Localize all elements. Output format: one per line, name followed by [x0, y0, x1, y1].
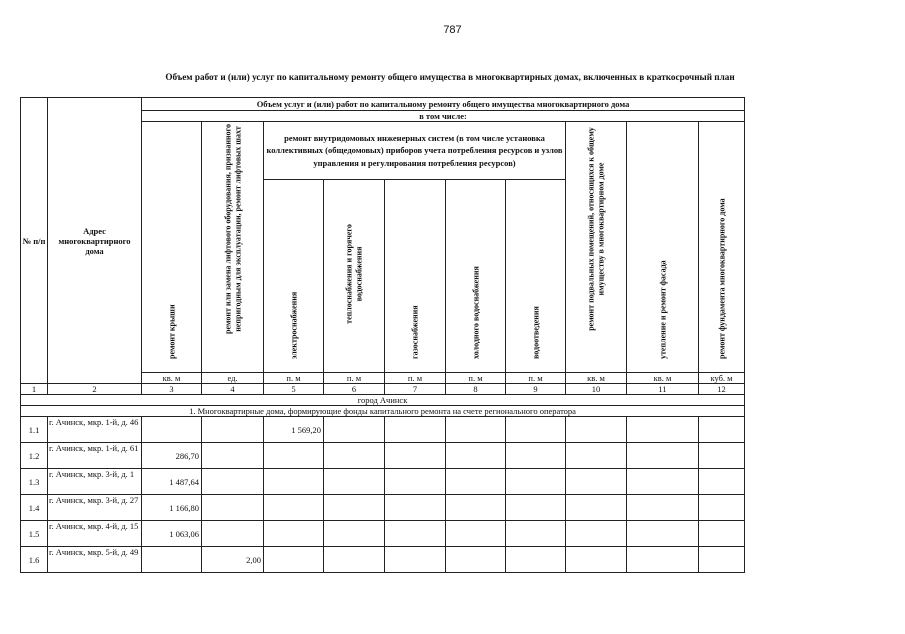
header-address: Адрес многоквартирного дома [48, 98, 142, 384]
empty-cell [566, 495, 627, 521]
header-including: в том числе: [142, 111, 745, 122]
column-number: 6 [324, 384, 385, 395]
row-address: г. Ачинск, мкр. 4-й, д. 15 [48, 521, 142, 547]
empty-cell [699, 417, 745, 443]
empty-cell [627, 521, 699, 547]
row-address: г. Ачинск, мкр. 5-й, д. 49 [48, 547, 142, 573]
unit-cell: п. м [385, 373, 446, 384]
cell-lift [202, 469, 264, 495]
empty-cell [506, 547, 566, 573]
cell-electric [264, 469, 324, 495]
cell-roof: 1 063,06 [142, 521, 202, 547]
cell-lift [202, 417, 264, 443]
empty-cell [446, 547, 506, 573]
empty-cell [506, 417, 566, 443]
unit-cell: куб. м [699, 373, 745, 384]
empty-cell [699, 547, 745, 573]
unit-cell: кв. м [566, 373, 627, 384]
table-row [21, 521, 745, 547]
header-sewer-text: водоотведения [530, 305, 540, 359]
empty-cell [446, 443, 506, 469]
empty-cell [627, 417, 699, 443]
column-number: 8 [446, 384, 506, 395]
table-row [21, 547, 745, 573]
header-gas [385, 180, 446, 373]
header-foundation [699, 122, 745, 373]
column-number: 7 [385, 384, 446, 395]
empty-cell [699, 521, 745, 547]
empty-cell [699, 469, 745, 495]
column-number: 3 [142, 384, 202, 395]
column-number: 9 [506, 384, 566, 395]
empty-cell [385, 417, 446, 443]
unit-cell: п. м [324, 373, 385, 384]
empty-cell [566, 547, 627, 573]
row-address: г. Ачинск, мкр. 3-й, д. 1 [48, 469, 142, 495]
header-electric-text: электроснабжения [288, 291, 298, 359]
cell-electric [264, 547, 324, 573]
empty-cell [506, 521, 566, 547]
empty-cell [385, 443, 446, 469]
header-heat [324, 180, 385, 373]
header-roof [142, 122, 202, 373]
header-heat-text: теплоснабжения и горячего водоснабжения [344, 224, 363, 324]
table-row [21, 495, 745, 521]
cell-electric [264, 443, 324, 469]
city-row: город Ачинск [21, 395, 745, 406]
header-main: Объем услуг и (или) работ по капитальному ремонту общего имущества многоквартирного дома [142, 98, 745, 111]
cell-electric [264, 521, 324, 547]
header-basement [566, 122, 627, 373]
unit-cell: п. м [446, 373, 506, 384]
row-address: г. Ачинск, мкр. 3-й, д. 27 [48, 495, 142, 521]
empty-cell [566, 443, 627, 469]
header-cold-water [446, 180, 506, 373]
page-number: 787 [443, 24, 462, 36]
unit-cell: ед. [202, 373, 264, 384]
empty-cell [566, 417, 627, 443]
empty-cell [506, 443, 566, 469]
header-lift [202, 122, 264, 373]
empty-cell [324, 443, 385, 469]
empty-cell [324, 521, 385, 547]
table-row [21, 443, 745, 469]
empty-cell [324, 547, 385, 573]
cell-lift [202, 443, 264, 469]
table-row [21, 469, 745, 495]
unit-cell: кв. м [142, 373, 202, 384]
column-number: 2 [48, 384, 142, 395]
header-electric [264, 180, 324, 373]
empty-cell [324, 469, 385, 495]
empty-cell [385, 469, 446, 495]
header-foundation-text: ремонт фундамента многоквартирного дома [716, 197, 726, 359]
header-lift-text: ремонт или замена лифтового оборудования, признанного непригодным для эксплуатации, ремонт лифтовых шахт [223, 124, 242, 334]
works-table [20, 97, 745, 573]
cell-lift: 2,00 [202, 547, 264, 573]
cell-roof [142, 547, 202, 573]
cell-electric: 1 569,20 [264, 417, 324, 443]
row-number: 1.3 [21, 469, 48, 495]
empty-cell [506, 495, 566, 521]
header-basement-text: ремонт подвальных помещений, относящихся к общему имуществу в многоквартирном доме [586, 127, 605, 331]
column-numbers-row [21, 384, 745, 395]
cell-roof: 286,70 [142, 443, 202, 469]
empty-cell [627, 469, 699, 495]
header-facade [627, 122, 699, 373]
row-number: 1.4 [21, 495, 48, 521]
empty-cell [627, 547, 699, 573]
section-row: 1. Многоквартирные дома, формирующие фонды капитального ремонта на счете регионального оператора [21, 406, 745, 417]
column-number: 1 [21, 384, 48, 395]
empty-cell [446, 521, 506, 547]
unit-cell: кв. м [627, 373, 699, 384]
empty-cell [385, 495, 446, 521]
table-row [21, 417, 745, 443]
header-sewer [506, 180, 566, 373]
empty-cell [446, 495, 506, 521]
unit-cell: п. м [506, 373, 566, 384]
empty-cell [566, 469, 627, 495]
cell-electric [264, 495, 324, 521]
row-number: 1.1 [21, 417, 48, 443]
header-facade-text: утепление и ремонт фасада [657, 259, 667, 359]
header-engineering: ремонт внутридомовых инженерных систем (в том числе установка коллективных (общедомовых) приборов учета потребления ресурсов и узлов управления и регулирования потребления ресурсов) [264, 122, 566, 180]
cell-roof [142, 417, 202, 443]
header-gas-text: газоснабжения [410, 304, 420, 359]
row-number: 1.5 [21, 521, 48, 547]
column-number: 12 [699, 384, 745, 395]
empty-cell [385, 547, 446, 573]
cell-roof: 1 166,80 [142, 495, 202, 521]
header-cold-water-text: холодного водоснабжения [470, 265, 480, 359]
empty-cell [627, 443, 699, 469]
column-number: 11 [627, 384, 699, 395]
column-number: 10 [566, 384, 627, 395]
column-number: 4 [202, 384, 264, 395]
cell-lift [202, 521, 264, 547]
row-number: 1.6 [21, 547, 48, 573]
empty-cell [324, 495, 385, 521]
empty-cell [446, 469, 506, 495]
empty-cell [699, 495, 745, 521]
document-title: Объем работ и (или) услуг по капитальному ремонту общего имущества в многоквартирных домах, включенных в краткосрочный план [165, 72, 735, 82]
empty-cell [627, 495, 699, 521]
row-number: 1.2 [21, 443, 48, 469]
empty-cell [699, 443, 745, 469]
row-address: г. Ачинск, мкр. 1-й, д. 46 [48, 417, 142, 443]
header-roof-text: ремонт крыши [166, 303, 176, 359]
empty-cell [566, 521, 627, 547]
empty-cell [324, 417, 385, 443]
header-number: № п/п [21, 98, 48, 384]
unit-cell: п. м [264, 373, 324, 384]
row-address: г. Ачинск, мкр. 1-й, д. 61 [48, 443, 142, 469]
empty-cell [506, 469, 566, 495]
cell-lift [202, 495, 264, 521]
column-number: 5 [264, 384, 324, 395]
cell-roof: 1 487,64 [142, 469, 202, 495]
empty-cell [385, 521, 446, 547]
empty-cell [446, 417, 506, 443]
